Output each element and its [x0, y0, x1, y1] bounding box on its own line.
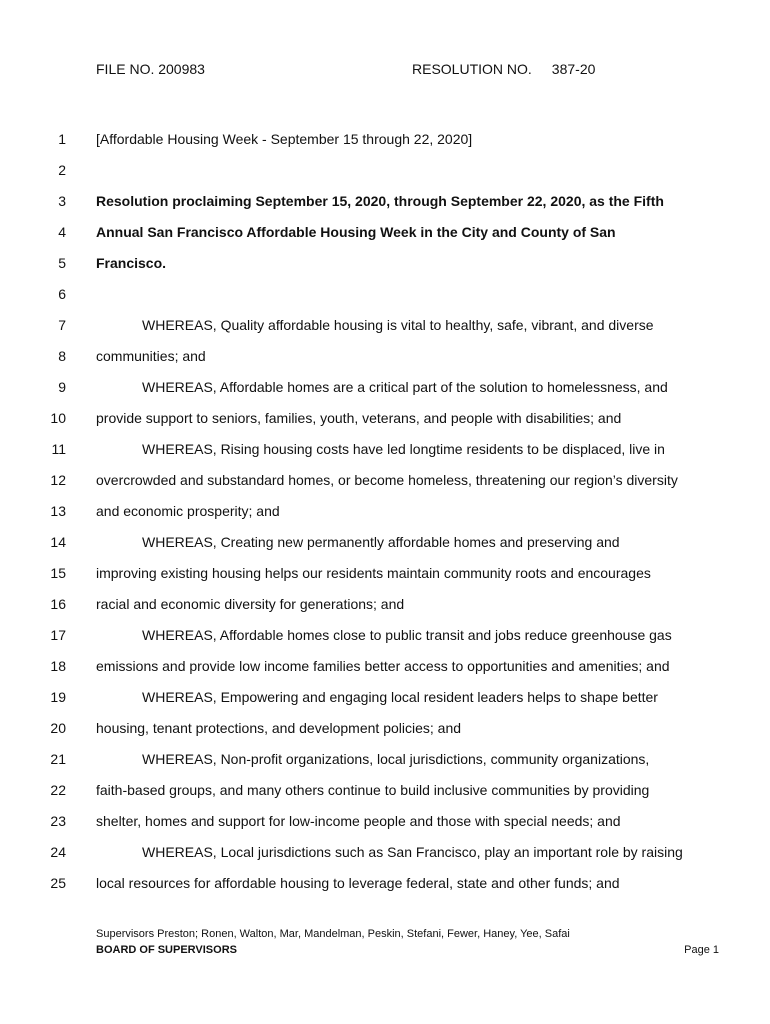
- document-line: [0, 131, 770, 162]
- line-number: 15: [50, 565, 66, 581]
- whereas-clause-text: WHEREAS, Rising housing costs have led longtime residents to be displaced, live in: [142, 441, 665, 457]
- document-line: [0, 410, 770, 441]
- line-text: faith-based groups, and many others continue to build inclusive communities by providing: [96, 782, 650, 798]
- line-number: 6: [58, 286, 66, 302]
- document-line: [0, 844, 770, 875]
- sponsoring-supervisors: Supervisors Preston; Ronen, Walton, Mar, Mandelman, Peskin, Stefani, Fewer, Haney, Yee, Safai: [96, 928, 570, 940]
- document-line: [0, 782, 770, 813]
- line-text: shelter, homes and support for low-income people and those with special needs; and: [96, 813, 621, 829]
- line-number: 13: [50, 503, 66, 519]
- line-number: 4: [58, 224, 66, 240]
- line-text: local resources for affordable housing to leverage federal, state and other funds; and: [96, 875, 620, 891]
- whereas-clause-text: WHEREAS, Creating new permanently affordable homes and preserving and: [142, 534, 620, 550]
- whereas-clause-text: WHEREAS, Affordable homes are a critical part of the solution to homelessness, and: [142, 379, 668, 395]
- document-line: [0, 286, 770, 317]
- line-number: 12: [50, 472, 66, 488]
- whereas-clause-text: WHEREAS, Empowering and engaging local resident leaders helps to shape better: [142, 689, 658, 705]
- line-number: 9: [58, 379, 66, 395]
- line-number: 3: [58, 193, 66, 209]
- resolution-title-text: Francisco.: [96, 255, 167, 271]
- whereas-clause-text: WHEREAS, Non-profit organizations, local jurisdictions, community organizations,: [142, 751, 650, 767]
- document-line: [0, 162, 770, 193]
- line-number: 24: [50, 844, 66, 860]
- document-line: [0, 658, 770, 689]
- title-bracket: [Affordable Housing Week - September 15 through 22, 2020]: [96, 131, 473, 147]
- line-text: improving existing housing helps our residents maintain community roots and encourages: [96, 565, 651, 581]
- document-line: [0, 565, 770, 596]
- line-text: communities; and: [96, 348, 206, 364]
- line-number: 25: [50, 875, 66, 891]
- document-line: [0, 193, 770, 224]
- line-text: racial and economic diversity for generations; and: [96, 596, 405, 612]
- line-number: 20: [50, 720, 66, 736]
- resolution-title-text: Resolution proclaiming September 15, 2020, through September 22, 2020, as the Fifth: [96, 193, 664, 209]
- document-line: [0, 503, 770, 534]
- page-number: Page 1: [684, 944, 719, 956]
- document-line: [0, 472, 770, 503]
- document-line: [0, 441, 770, 472]
- line-number: 7: [58, 317, 66, 333]
- document-line: [0, 596, 770, 627]
- line-number: 23: [50, 813, 66, 829]
- document-line: [0, 627, 770, 658]
- document-line: [0, 813, 770, 844]
- line-number: 14: [50, 534, 66, 550]
- line-number: 16: [50, 596, 66, 612]
- line-number: 21: [50, 751, 66, 767]
- document-line: [0, 255, 770, 286]
- resolution-number-block: [412, 61, 595, 77]
- board-of-supervisors-label: BOARD OF SUPERVISORS: [96, 944, 237, 956]
- document-line: [0, 689, 770, 720]
- line-number: 17: [50, 627, 66, 643]
- line-number: 11: [51, 441, 66, 457]
- document-line: [0, 348, 770, 379]
- resolution-label: RESOLUTION NO.: [412, 61, 532, 77]
- line-text: housing, tenant protections, and development policies; and: [96, 720, 462, 736]
- document-line: [0, 720, 770, 751]
- document-line: [0, 224, 770, 255]
- document-line: [0, 875, 770, 906]
- line-text: emissions and provide low income families better access to opportunities and amenities; and: [96, 658, 670, 674]
- line-number: 1: [58, 131, 66, 147]
- line-number: 10: [50, 410, 66, 426]
- document-line: [0, 317, 770, 348]
- line-number: 22: [50, 782, 66, 798]
- line-number: 18: [50, 658, 66, 674]
- document-line: [0, 534, 770, 565]
- line-text: provide support to seniors, families, youth, veterans, and people with disabilities; and: [96, 410, 622, 426]
- whereas-clause-text: WHEREAS, Affordable homes close to public transit and jobs reduce greenhouse gas: [142, 627, 672, 643]
- resolution-title-text: Annual San Francisco Affordable Housing Week in the City and County of San: [96, 224, 616, 240]
- line-number: 2: [58, 162, 66, 178]
- line-number: 19: [50, 689, 66, 705]
- file-number: FILE NO. 200983: [96, 61, 205, 77]
- document-line: [0, 379, 770, 410]
- line-text: overcrowded and substandard homes, or become homeless, threatening our region’s diversity: [96, 472, 678, 488]
- line-number: 5: [58, 255, 66, 271]
- line-text: and economic prosperity; and: [96, 503, 280, 519]
- whereas-clause-text: WHEREAS, Local jurisdictions such as San Francisco, play an important role by raising: [142, 844, 683, 860]
- document-line: [0, 751, 770, 782]
- line-number: 8: [58, 348, 66, 364]
- whereas-clause-text: WHEREAS, Quality affordable housing is vital to healthy, safe, vibrant, and diverse: [142, 317, 654, 333]
- resolution-number: 387-20: [551, 61, 596, 77]
